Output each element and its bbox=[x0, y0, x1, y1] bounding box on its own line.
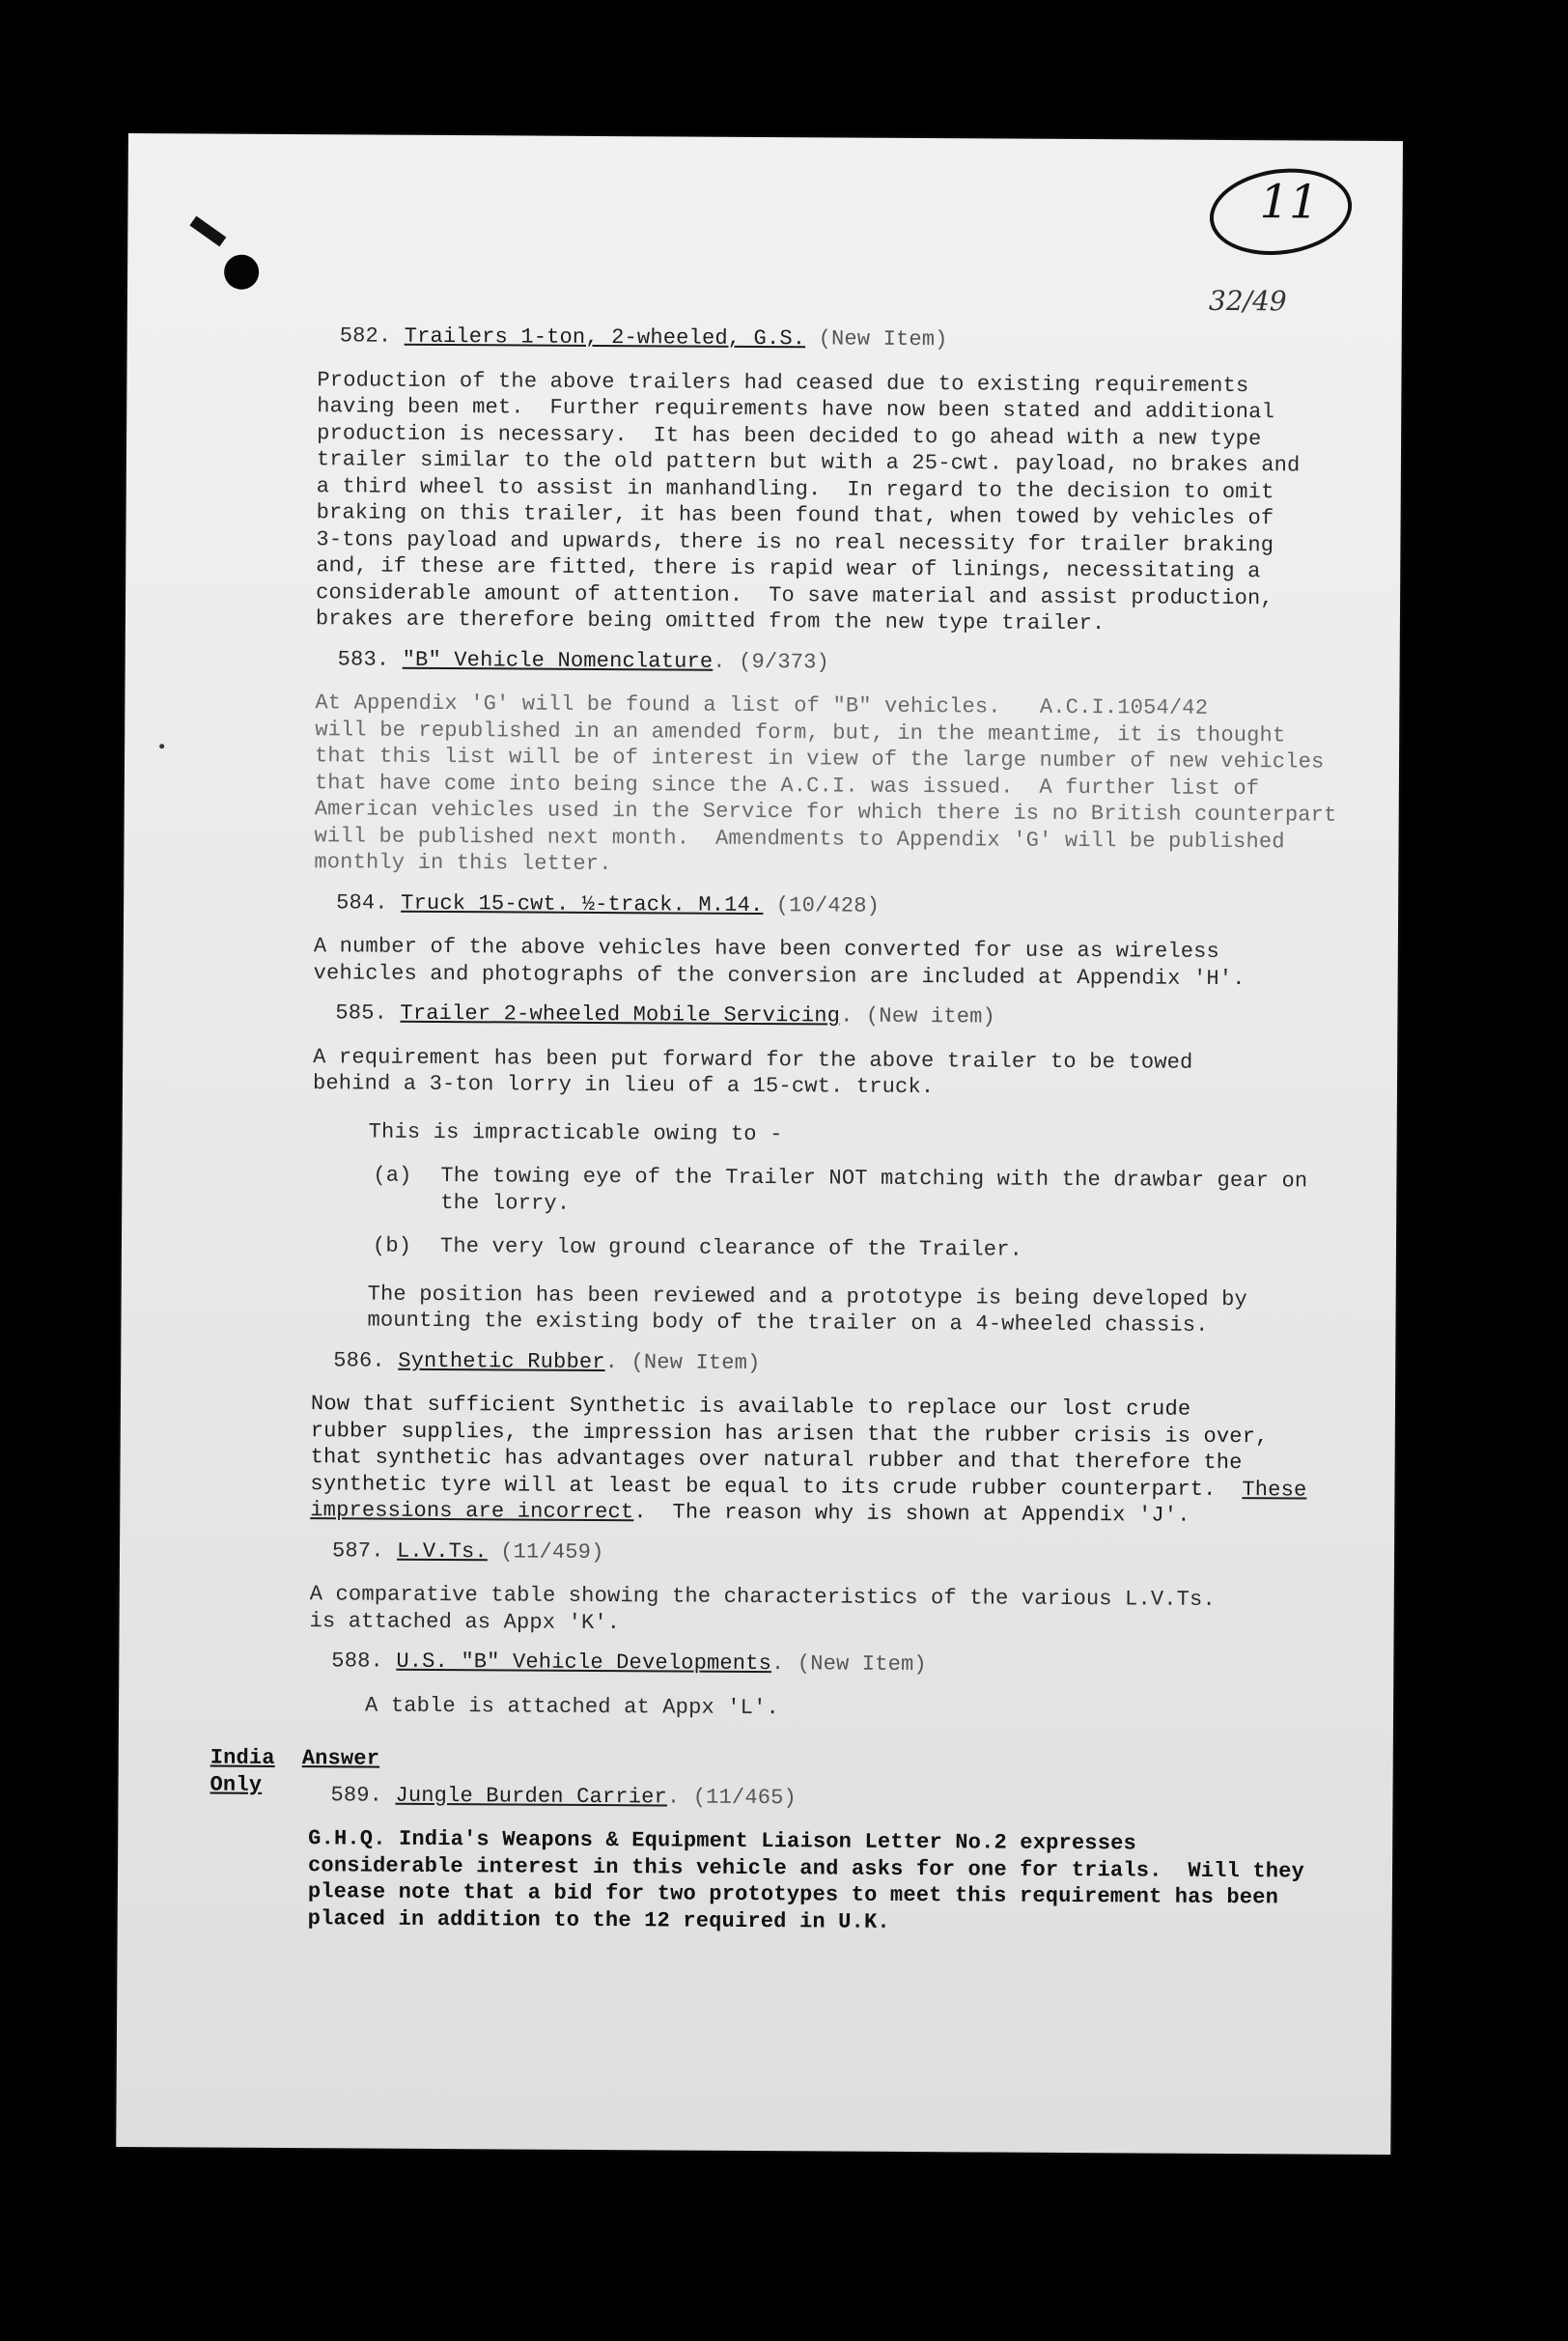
item-ref: . (New Item) bbox=[770, 1651, 927, 1678]
punch-hole bbox=[224, 255, 259, 290]
item-ref: . (New item) bbox=[840, 1003, 996, 1029]
item-paragraph: A table is attached at Appx 'L'. bbox=[364, 1693, 780, 1720]
sub-item-text: The very low ground clearance of the Trailer. bbox=[439, 1233, 1023, 1262]
document-body bbox=[210, 323, 1349, 1952]
item-emphasis: These impressions are incorrect bbox=[310, 1477, 1307, 1525]
item-heading bbox=[335, 1000, 1344, 1032]
item-title: Jungle Burden Carrier bbox=[395, 1783, 668, 1809]
item-585 bbox=[212, 1000, 1344, 1340]
item-paragraph: A requirement has been put forward for the above trailer to be towed behind a 3-ton lorry in lieu of a 15-cwt. truck. bbox=[312, 1044, 1193, 1100]
item-title: U.S. "B" Vehicle Developments bbox=[396, 1649, 772, 1677]
sub-item-a bbox=[373, 1163, 1343, 1222]
item-paragraph-text: Now that sufficient Synthetic is available to replace our lost crude rubber supplies, the impression has arisen that the rubber crisis is over, that synthetic has advantages over natural rubber and that therefore the synthetic tyre will at least be equal to its crude rubber counterpart. bbox=[310, 1392, 1269, 1502]
item-paragraph: At Appendix 'G' will be found a list of "B" vehicles. A.C.I.1054/42 will be republished in an amended form, but, in the meantime, it is thought that this list will be of interest in view of the large number of new vehicles that have come into being since the A.C.I. was issued. A further list of American vehicles used in the Service for which there is no British counterpart will be published next month. Amendments to Appendix 'G' will be published monthly in this letter. bbox=[314, 691, 1337, 877]
item-closing: The position has been reviewed and a prototype is being developed by mounting the existing body of the trailer on a 4-wheeled chassis. bbox=[367, 1282, 1248, 1338]
item-title: Trailers 1-ton, 2-wheeled, G.S. bbox=[404, 324, 806, 352]
item-paragraph: A number of the above vehicles have been converted for use as wireless vehicles and photographs of the conversion are included at Appendix 'H'. bbox=[313, 934, 1246, 991]
item-ref: (New Item) bbox=[818, 326, 948, 353]
item-paragraph: Production of the above trailers had ceased due to existing requirements having been met. Further requirements have now been stated and additional production is necessary. It has been decided to go ahead with a new type trailer similar to the old pattern but with a 25-cwt. payload, no brakes and a third wheel to assist in manhandling. In regard to the decision to omit braking on this trailer, it has been found that, when towed by vehicles of 3-tons payload and upwards, there is no real necessity for trailer braking and, if these are fitted, there is rapid wear of linings, necessitating a considerable amount of attention. To save material and assist production, brakes are therefore being omitted from the new type trailer. bbox=[315, 367, 1301, 636]
item-heading bbox=[338, 646, 1347, 679]
item-ref: (10/428) bbox=[775, 892, 881, 918]
sub-item-text: The towing eye of the Trailer NOT matching with the drawbar gear on the lorry. bbox=[440, 1163, 1308, 1216]
item-title: "B" Vehicle Nomenclature bbox=[402, 647, 714, 674]
item-number: 589. bbox=[330, 1782, 383, 1808]
item-584 bbox=[215, 888, 1346, 993]
item-heading bbox=[333, 1347, 1342, 1380]
page-reference: 32/49 bbox=[1208, 284, 1287, 318]
item-paragraph bbox=[310, 1391, 1342, 1530]
punch-mark bbox=[189, 216, 226, 247]
item-paragraph: G.H.Q. India's Weapons & Equipment Liaison Letter No.2 expresses considerable interest in this vehicle and asks for one for trials. Will they please note that a bid for two prototypes to meet this requirement has been placed in addition to the 12 required in U.K. bbox=[307, 1826, 1305, 1934]
item-number: 587. bbox=[331, 1537, 384, 1564]
sub-item-label: (b) bbox=[372, 1233, 412, 1258]
document-page bbox=[116, 133, 1403, 2155]
item-paragraph-tail: . The reason why is shown at Appendix 'J'. bbox=[633, 1500, 1190, 1528]
item-title: L.V.Ts. bbox=[396, 1538, 488, 1564]
item-title: Truck 15-cwt. ½-track. M.14. bbox=[401, 890, 764, 917]
item-number: 584. bbox=[336, 889, 388, 916]
item-number: 582. bbox=[339, 324, 392, 349]
item-number: 585. bbox=[335, 1001, 388, 1026]
item-paragraph: A comparative table showing the characteristics of the various L.V.Ts. is attached as Appx 'K'. bbox=[309, 1582, 1216, 1635]
item-title: Synthetic Rubber bbox=[398, 1348, 605, 1374]
item-ref: . (9/373) bbox=[713, 649, 830, 674]
item-heading bbox=[330, 1782, 1339, 1815]
item-582 bbox=[217, 323, 1349, 639]
item-heading bbox=[336, 889, 1345, 922]
sub-item-label: (a) bbox=[373, 1163, 412, 1188]
item-title: Trailer 2-wheeled Mobile Servicing bbox=[400, 1001, 841, 1029]
item-ref: . (New Item) bbox=[604, 1349, 761, 1375]
folio-number: 11 bbox=[1259, 175, 1319, 230]
item-intro: This is impracticable owing to - bbox=[368, 1119, 783, 1146]
item-586 bbox=[211, 1346, 1342, 1530]
sub-item-b bbox=[373, 1233, 1343, 1266]
item-heading bbox=[331, 1648, 1340, 1680]
item-number: 588. bbox=[331, 1649, 384, 1674]
side-note: India Only bbox=[210, 1745, 275, 1797]
item-ref: . (11/465) bbox=[666, 1784, 798, 1810]
ink-speck bbox=[159, 744, 164, 748]
item-number: 586. bbox=[333, 1347, 385, 1373]
item-589 bbox=[210, 1745, 1340, 1938]
item-ref: (11/459) bbox=[500, 1538, 604, 1565]
item-heading bbox=[340, 323, 1349, 355]
item-number: 583. bbox=[337, 646, 390, 672]
answer-label: Answer bbox=[301, 1746, 380, 1771]
item-587 bbox=[211, 1537, 1342, 1641]
item-583 bbox=[215, 645, 1346, 882]
answer-label-row bbox=[302, 1745, 1340, 1778]
item-heading bbox=[332, 1537, 1341, 1570]
item-588 bbox=[210, 1648, 1340, 1725]
